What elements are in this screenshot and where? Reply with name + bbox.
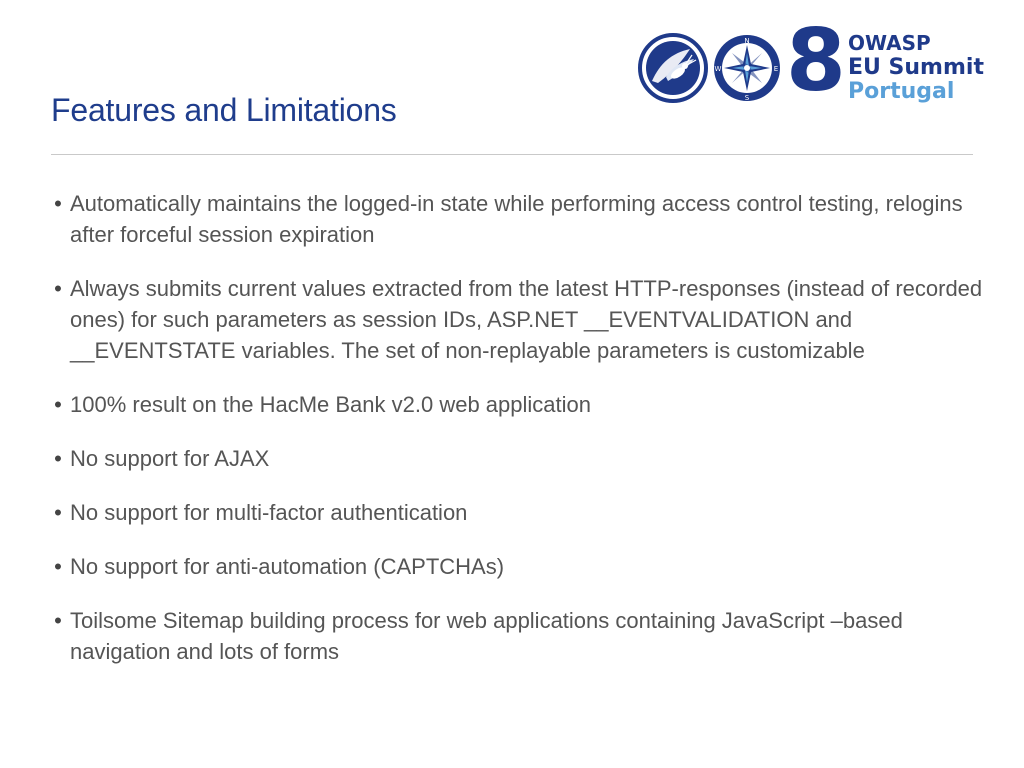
logo-portugal-text: Portugal <box>848 79 955 104</box>
bullet-item <box>46 443 986 474</box>
bullet-marker: • <box>54 191 62 216</box>
bullet-text: No support for multi-factor authentication <box>70 500 468 525</box>
bullet-item <box>46 497 986 528</box>
bullet-item <box>46 389 986 420</box>
bullet-text: No support for anti-automation (CAPTCHAs) <box>70 554 505 579</box>
bullet-text: No support for AJAX <box>70 446 270 471</box>
bullet-marker: • <box>54 608 62 633</box>
bullet-item <box>46 188 986 250</box>
bullet-marker: • <box>54 392 62 417</box>
compass-north-label: N <box>744 37 750 45</box>
logo-owasp-text: OWASP <box>848 31 931 55</box>
bullet-list <box>46 188 986 690</box>
bullet-item <box>46 273 986 366</box>
owasp-wasp-icon <box>638 33 708 103</box>
compass-south-label: S <box>744 94 750 102</box>
compass-east-label: E <box>773 65 779 73</box>
bullet-marker: • <box>54 446 62 471</box>
logo-wordmark <box>848 33 984 105</box>
bullet-text: 100% result on the HacMe Bank v2.0 web application <box>70 392 591 417</box>
bullet-text: Automatically maintains the logged-in state while performing access control testing, relogins after forceful session expiration <box>70 191 963 247</box>
logo-eu-summit-text: EU Summit <box>848 55 984 80</box>
bullet-text: Always submits current values extracted from the latest HTTP-responses (instead of recorded ones) for such parameters as session IDs, ASP.NET __EVENTVALIDATION and __EVENTSTATE variables. The set of non-replayable parameters is customizable <box>70 276 983 363</box>
compass-rose-icon <box>712 33 782 103</box>
owasp-eu-summit-logo <box>636 11 986 111</box>
logo-edition-number: 8 <box>786 11 846 111</box>
bullet-marker: • <box>54 276 62 301</box>
bullet-item <box>46 551 986 582</box>
slide-title: Features and Limitations <box>51 92 397 128</box>
bullet-marker: • <box>54 500 62 525</box>
bullet-text: Toilsome Sitemap building process for web applications containing JavaScript –based navigation and lots of forms <box>70 608 903 664</box>
bullet-marker: • <box>54 554 62 579</box>
compass-west-label: W <box>714 65 722 73</box>
title-divider <box>51 154 973 155</box>
bullet-item <box>46 605 986 667</box>
